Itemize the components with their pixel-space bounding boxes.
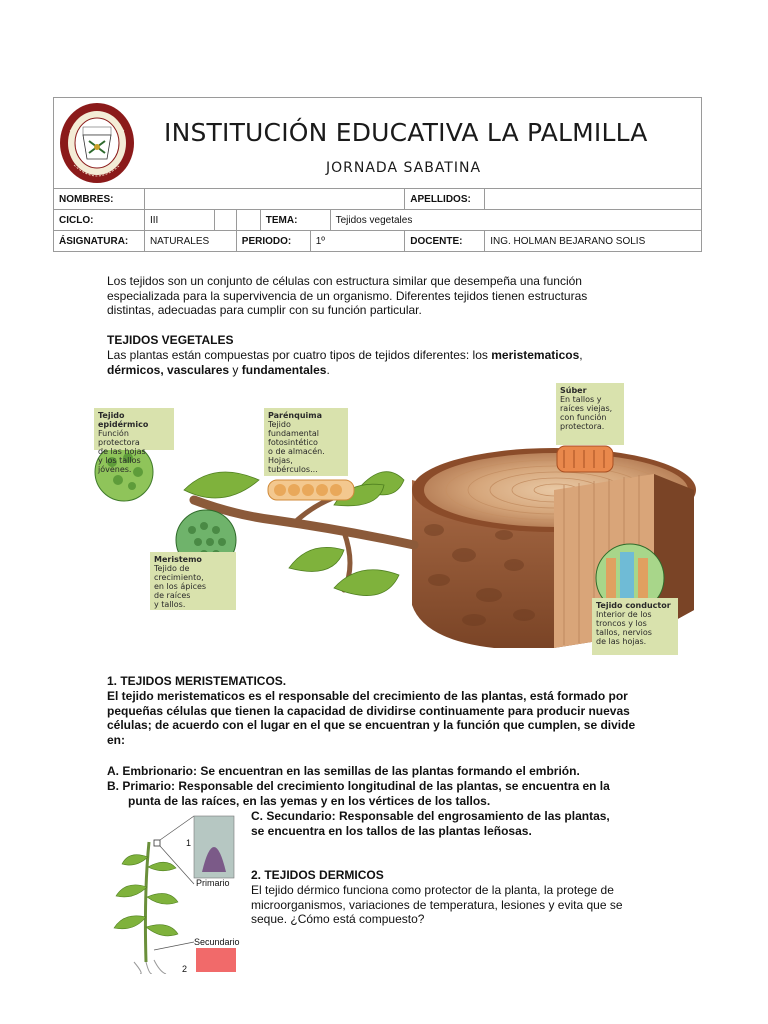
label-line: en los ápices — [154, 582, 207, 591]
label-line: o de almacén. — [268, 447, 325, 456]
tejidos-intro-line — [107, 348, 662, 363]
label-line: En tallos y — [560, 395, 602, 404]
list-item-primario — [107, 779, 662, 808]
label-line: Hojas, — [268, 456, 293, 465]
list-line: B. Primario: Responsable del crecimiento longitudinal de las plantas, se encuentra en la — [107, 779, 610, 793]
nombres-field[interactable] — [144, 189, 404, 210]
label-parenquima — [264, 408, 348, 476]
text-span: , — [579, 348, 583, 362]
figure-label-primario: Primario — [196, 878, 230, 888]
paragraph-line: seque. ¿Cómo está compuesto? — [251, 912, 425, 927]
label-line: protectora. — [560, 422, 605, 431]
apellidos-field[interactable] — [485, 189, 702, 210]
figure-number-2: 2 — [182, 964, 188, 974]
section-heading-tejidos-vegetales: TEJIDOS VEGETALES — [107, 333, 234, 347]
list-line: C. Secundario: Responsable del engrosamiento de las plantas, — [251, 809, 610, 823]
school-seal-logo — [58, 101, 136, 185]
label-title: Meristemo — [154, 555, 202, 564]
label-line: Función — [98, 429, 129, 438]
text-span: Las plantas están compuestas por cuatro tipos de tejidos diferentes: los — [107, 348, 492, 362]
list-item-secundario — [251, 809, 662, 838]
ciclo-value: III — [144, 210, 214, 231]
label-title: Tejido epidérmico — [98, 411, 149, 429]
label-line: jóvenes. — [98, 465, 132, 474]
paragraph-line: pequeñas células que tienen la capacidad de dividirse continuamente para producir nuevas — [107, 703, 630, 718]
list-line: se encuentra en los tallos de las plantas leñosas. — [251, 823, 532, 838]
bold-term: fundamentales — [241, 362, 327, 377]
periodo-label: PERIODO: — [236, 231, 310, 252]
intro-line: especializada para la supervivencia de un organismo. Diferentes tejidos tienen estructuras — [107, 288, 588, 303]
bold-term: dérmicos, vasculares — [107, 362, 230, 377]
intro-line: Los tejidos son un conjunto de células con estructura similar que desempeña una función — [107, 274, 582, 288]
label-line: y tallos. — [154, 600, 186, 609]
label-title: Súber — [560, 386, 587, 395]
label-tejido-epidermico-desc — [94, 426, 174, 477]
paragraph-line: células; de acuerdo con el lugar en el que se encuentran y la función que cumplen, se divide — [107, 718, 636, 733]
table-row — [54, 231, 702, 252]
paragraph-line: microorganismos, variaciones de temperatura, lesiones y evita que se — [251, 897, 623, 912]
paragraph-line: El tejido meristematicos es el responsable del crecimiento de las plantas, está formado por — [107, 689, 628, 703]
label-title: Tejido conductor — [596, 601, 671, 610]
asignatura-value: NATURALES — [144, 231, 236, 252]
institution-title: INSTITUCIÓN EDUCATIVA LA PALMILLA — [164, 118, 648, 147]
figure-label-secundario: Secundario — [194, 937, 240, 947]
text-span: . — [326, 362, 330, 377]
label-line: fotosintético — [268, 438, 318, 447]
docente-value: ING. HOLMAN BEJARANO SOLIS — [485, 231, 702, 252]
empty-cell — [236, 210, 260, 231]
empty-cell — [214, 210, 236, 231]
tema-label: TEMA: — [260, 210, 330, 231]
table-row — [54, 210, 702, 231]
label-line: protectora — [98, 438, 140, 447]
list-item-embrionario: A. Embrionario: Se encuentran en las semillas de las plantas formando el embrión. — [107, 764, 580, 778]
label-line: raíces viejas, — [560, 404, 613, 413]
dermicos-paragraph — [251, 883, 662, 927]
label-line: tallos, nervios — [596, 628, 652, 637]
label-tejido-conductor — [592, 598, 678, 655]
label-title: Parénquima — [268, 411, 323, 420]
label-meristemo — [150, 552, 236, 610]
label-line: de las hojas. — [596, 637, 647, 646]
label-line: tubérculos... — [268, 465, 318, 474]
label-line: Interior de los — [596, 610, 652, 619]
document-header — [53, 97, 702, 189]
nombres-label: NOMBRES: — [54, 189, 145, 210]
label-line: fundamental — [268, 429, 319, 438]
apellidos-label: APELLIDOS: — [405, 189, 485, 210]
label-line: troncos y los — [596, 619, 647, 628]
paragraph-line: en: — [107, 733, 125, 748]
section-heading-meristematicos: 1. TEJIDOS MERISTEMATICOS. — [107, 674, 287, 688]
student-info-table — [53, 188, 702, 252]
label-line: Tejido de — [154, 564, 190, 573]
periodo-value: 1º — [310, 231, 405, 252]
plant-meristem-figure — [104, 812, 246, 974]
text-span: y — [229, 362, 242, 377]
bold-term: meristematicos — [491, 348, 580, 362]
ciclo-label: CICLO: — [54, 210, 145, 231]
institution-subtitle: JORNADA SABATINA — [326, 160, 482, 176]
paragraph-line: El tejido dérmico funciona como protector de la planta, la protege de — [251, 883, 614, 897]
label-line: crecimiento, — [154, 573, 204, 582]
figure-number-1: 1 — [186, 838, 192, 848]
label-line: de raíces — [154, 591, 191, 600]
label-line: y los tallos — [98, 456, 141, 465]
meristematicos-paragraph — [107, 689, 662, 748]
intro-paragraph — [107, 274, 667, 318]
plant-tissues-diagram — [94, 380, 702, 660]
label-line: Tejido — [268, 420, 291, 429]
asignatura-label: ÁSIGNATURA: — [54, 231, 145, 252]
tema-value: Tejidos vegetales — [330, 210, 701, 231]
label-suber — [556, 383, 624, 445]
table-row — [54, 189, 702, 210]
label-line: de las hojas — [98, 447, 146, 456]
intro-line: distintas, adecuadas para cumplir con su función particular. — [107, 303, 422, 318]
label-line: con función — [560, 413, 607, 422]
tejidos-intro-line — [107, 363, 662, 378]
list-line: punta de las raíces, en las yemas y en los vértices de los tallos. — [128, 793, 491, 808]
tejidos-intro-paragraph — [107, 348, 662, 377]
section-heading-dermicos: 2. TEJIDOS DERMICOS — [251, 868, 384, 882]
docente-label: DOCENTE: — [405, 231, 485, 252]
